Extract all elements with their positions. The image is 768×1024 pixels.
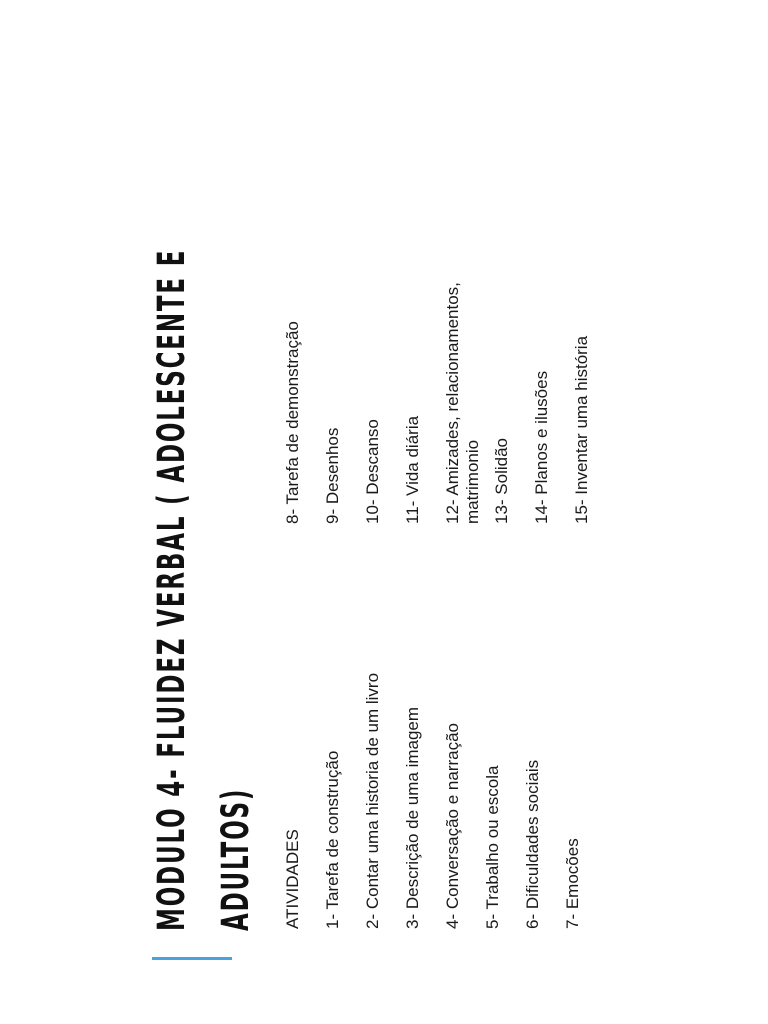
activity-item: 13- Solidão [492,437,511,524]
activity-item: 2- Contar uma historia de um livro [363,672,382,929]
activity-item: 6- Dificuldades sociais [523,759,542,929]
slide-title-line-2: ADULTOS) [214,787,257,931]
activity-item: 11- Vida diária [403,415,422,524]
activities-right-column [283,224,612,524]
activity-item: 7- Emocões [563,838,582,929]
activity-item: 5- Trabalho ou escola [483,765,502,929]
activity-item: 3- Descrição de uma imagem [403,706,422,929]
activity-item: 15- Inventar uma história [572,335,591,524]
activity-item: 9- Desenhos [323,427,342,524]
activity-item: 8- Tarefa de demonstração [283,321,302,524]
activity-item: 12- Amizades, relacionamentos, matrimonio [443,282,482,524]
accent-rule [152,957,232,960]
slide-title-line-1: MODULO 4- FLUIDEZ VERBAL ( ADOLESCENTE E [150,248,193,931]
slide-title [140,248,268,931]
activities-heading: ATIVIDADES [283,829,302,929]
activity-item: 4- Conversação e narração [443,722,462,929]
activities-left-column [283,673,603,929]
activity-item: 10- Descanso [363,419,382,524]
activity-item: 1- Tarefa de construção [323,750,342,929]
activity-item: 14- Planos e ilusões [532,370,551,524]
